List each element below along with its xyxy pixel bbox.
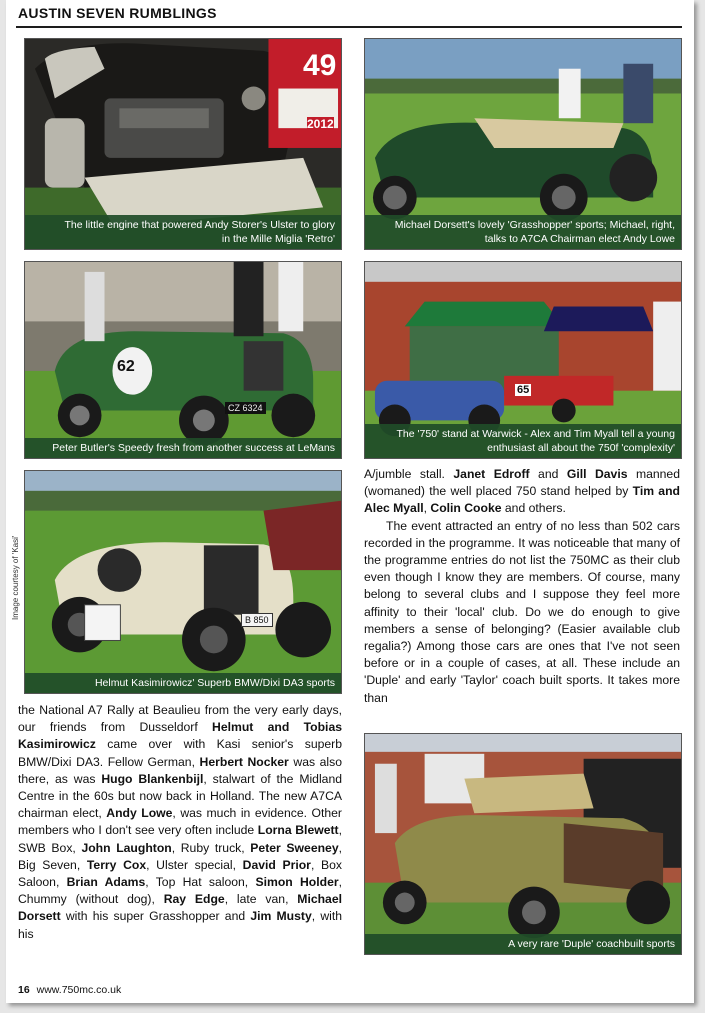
page-footer — [18, 984, 121, 996]
photo-750-stand — [364, 261, 682, 459]
header-rule — [16, 26, 682, 28]
photo-caption — [365, 934, 681, 954]
paragraph: The event attracted an entry of no less than 502 cars recorded in the programme. It was noticeable that many of the programme entries do not list the 750MC as their club even though I know they are members. Of course, many belong to several clubs and I suppose they feel more affinity to their 'local' club. Do we do enough to give members a sense of belonging? (Easier available club regalia?) Among those cars are ones that I've not seen before or in a couple of cases, at all. These include an 'Duple' and early 'Taylor' coach built sports. It takes more than — [364, 518, 680, 705]
caption-line: Peter Butler's Speedy fresh from another success at LeMans — [52, 442, 335, 454]
photo-caption — [25, 438, 341, 458]
photo-duple — [364, 733, 682, 955]
photo-caption — [365, 424, 681, 458]
race-badge-number: 49 — [303, 49, 337, 82]
dixi-photo-image — [25, 471, 341, 693]
article-text-left — [18, 702, 342, 943]
number-plate: B 850 — [241, 613, 273, 627]
credit-text: Image courtesy of 'Kasi' — [11, 535, 20, 620]
duple-photo-image — [365, 734, 681, 954]
caption-line: Helmut Kasimirowicz' Superb BMW/Dixi DA3 sports — [94, 677, 335, 689]
photo-credit — [8, 480, 22, 620]
caption-line: talks to A7CA Chairman elect Andy Lowe — [484, 233, 675, 245]
photo-speedy — [24, 261, 342, 459]
photo-caption — [365, 215, 681, 249]
magazine-page — [6, 0, 694, 1003]
race-number: 62 — [117, 358, 135, 375]
caption-line: The '750' stand at Warwick - Alex and Tim Myall tell a young — [396, 428, 675, 440]
photo-bmw-dixi — [24, 470, 342, 694]
website-url: www.750mc.co.uk — [36, 984, 122, 996]
caption-line: The little engine that powered Andy Storer's Ulster to glory — [64, 219, 335, 231]
caption-line: enthusiast all about the 750f 'complexity' — [487, 442, 675, 454]
photo-caption — [25, 215, 341, 249]
caption-line: Michael Dorsett's lovely 'Grasshopper' sports; Michael, right, — [394, 219, 675, 231]
photo-grasshopper — [364, 38, 682, 250]
page-number: 16 — [18, 984, 30, 996]
number-plate: CZ 6324 — [225, 402, 266, 414]
article-text-right — [364, 466, 680, 707]
paragraph: the National A7 Rally at Beaulieu from the very early days, our friends from Dusseldorf Helmut and Tobias Kasimirowicz came over with Kasi senior's superb BMW/Dixi DA3. Fellow German, Herbert Nocker was also there, as was Hugo Blankenbijl, stalwart of the Midland Centre in the 60s but now back in Holland. The new A7CA chairman elect, Andy Lowe, was much in evidence. Other members who I don't see very often include Lorna Blewett, SWB Box, John Laughton, Ruby truck, Peter Sweeney, Big Seven, Terry Cox, Ulster special, David Prior, Box Saloon, Brian Adams, Top Hat saloon, Simon Holder, Chummy (without dog), Ray Edge, late van, Michael Dorsett with his super Grasshopper and Jim Musty, with his — [18, 703, 343, 941]
caption-line: A very rare 'Duple' coachbuilt sports — [508, 938, 675, 950]
race-badge-year: 2012 — [307, 117, 334, 131]
caption-line: in the Mille Miglia 'Retro' — [221, 233, 335, 245]
photo-engine — [24, 38, 342, 250]
speedy-photo-image — [25, 262, 341, 458]
race-number: 65 — [517, 384, 530, 396]
paragraph: A/jumble stall. Janet Edroff and Gill Davis manned (womaned) the well placed 750 stand helped by Tim and Alec Myall, Colin Cooke and others. — [364, 467, 680, 516]
section-header: AUSTIN SEVEN RUMBLINGS — [18, 5, 217, 21]
photo-caption — [25, 673, 341, 693]
